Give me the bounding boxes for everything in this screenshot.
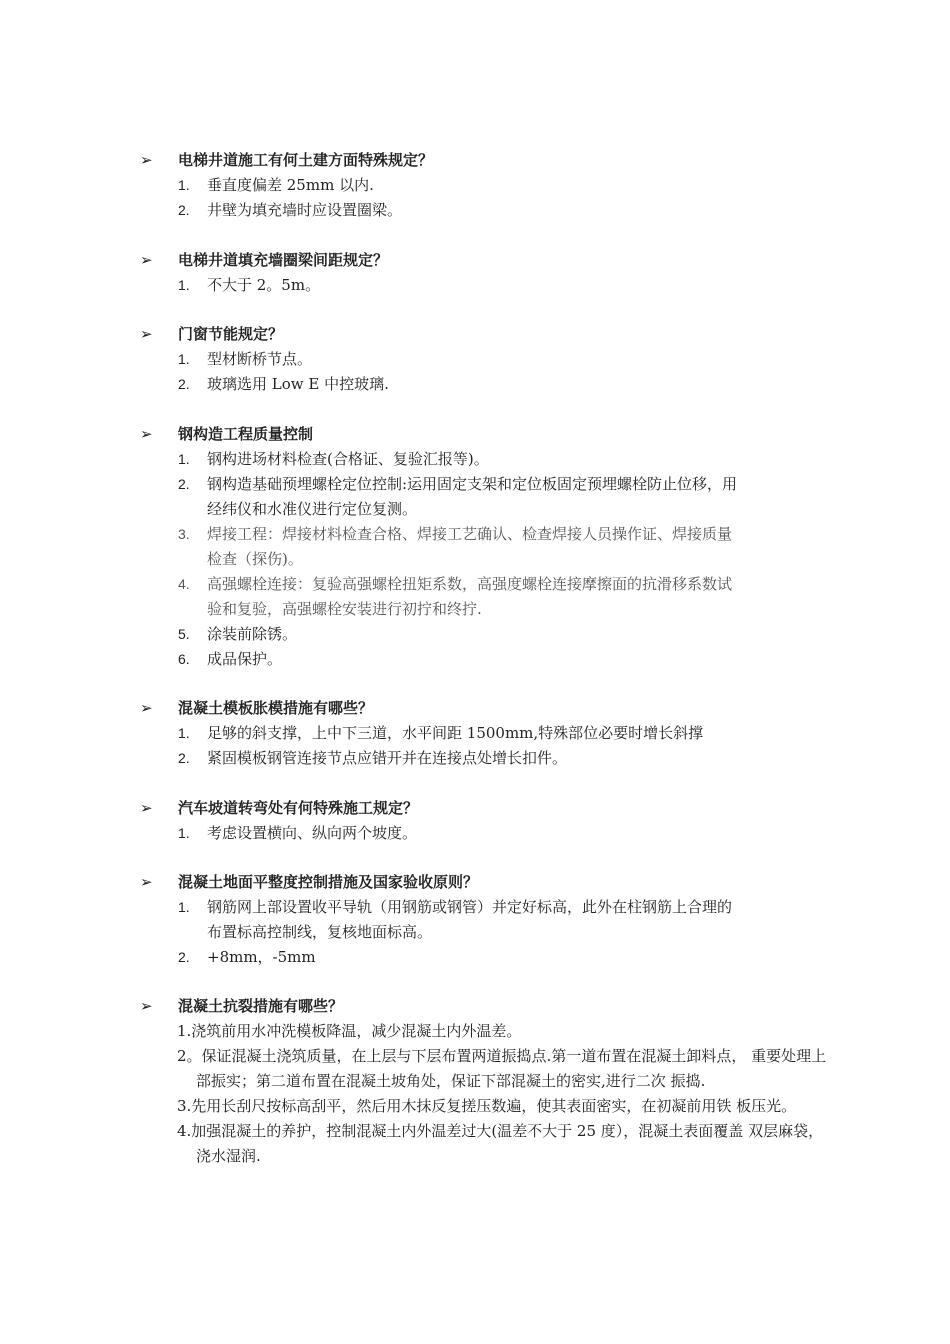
section-window-energy bbox=[140, 322, 830, 397]
paragraph-text-continued: 双层麻袋，浇水湿润. bbox=[196, 1122, 824, 1165]
section-steel-structure bbox=[140, 422, 830, 672]
section-formwork-bulging bbox=[140, 696, 830, 771]
item-number: 2. bbox=[178, 949, 190, 965]
question-text: 电梯井道施工有何土建方面特殊规定？ bbox=[178, 151, 434, 169]
question-heading bbox=[140, 322, 830, 347]
list-item bbox=[140, 945, 830, 970]
arrowhead-bullet-icon: ➢ bbox=[140, 251, 153, 269]
item-text-continued: 检查（探伤)。 bbox=[207, 550, 303, 568]
item-text: 足够的斜支撑，上中下三道，水平间距 1500mm,特殊部位必要时增长斜撑 bbox=[207, 724, 704, 742]
item-text: 玻璃选用 Low E 中控玻璃. bbox=[207, 375, 389, 393]
item-text: 钢筋网上部设置收平导轨（用钢筋或钢管）并定好标高，此外在柱钢筋上合理的 bbox=[207, 898, 733, 916]
list-item bbox=[140, 572, 830, 622]
paragraph-item bbox=[141, 1019, 830, 1044]
question-text: 门窗节能规定？ bbox=[178, 325, 284, 343]
arrowhead-bullet-icon: ➢ bbox=[140, 425, 153, 443]
section-ramp-turn bbox=[140, 796, 830, 846]
item-text: 钢构进场材料检查(合格证、复验汇报等)。 bbox=[207, 450, 489, 468]
list-item bbox=[140, 472, 830, 522]
question-heading bbox=[140, 696, 830, 721]
item-text-continued: 验和复验，高强螺栓安装进行初拧和终拧. bbox=[207, 600, 482, 618]
paragraph-text-continued: 重要处理上部振实；第二道布置在混凝土坡角处，保证下部混凝土的密实,进行二次 bbox=[196, 1047, 827, 1090]
arrowhead-bullet-icon: ➢ bbox=[140, 873, 153, 891]
list-item bbox=[140, 198, 830, 223]
question-heading bbox=[140, 248, 830, 273]
arrowhead-bullet-icon: ➢ bbox=[140, 325, 153, 343]
list-item bbox=[140, 347, 830, 372]
item-text: 涂装前除锈。 bbox=[207, 625, 298, 643]
list-item bbox=[140, 447, 830, 472]
item-number: 5. bbox=[178, 626, 190, 642]
section-ring-beam bbox=[140, 248, 830, 298]
list-item bbox=[140, 372, 830, 397]
list-item bbox=[140, 895, 830, 945]
item-text-continued: 布置标高控制线，复核地面标高。 bbox=[207, 923, 433, 941]
item-number: 2. bbox=[178, 750, 190, 766]
item-number: 6. bbox=[178, 651, 190, 667]
item-number: 1. bbox=[178, 825, 190, 841]
arrowhead-bullet-icon: ➢ bbox=[140, 699, 153, 717]
question-heading bbox=[140, 994, 830, 1019]
item-number: 2. bbox=[178, 376, 190, 392]
arrowhead-bullet-icon: ➢ bbox=[140, 151, 153, 169]
section-elevator-shaft bbox=[140, 148, 830, 223]
list-item bbox=[140, 622, 830, 647]
question-heading bbox=[140, 148, 830, 173]
item-text: 不大于 2。5m。 bbox=[207, 276, 321, 294]
paragraph-text: 2。保证混凝土浇筑质量，在上层与下层布置两道振捣点.第一道布置在混凝土卸料点， bbox=[177, 1047, 747, 1065]
paragraph-item bbox=[141, 1044, 830, 1094]
paragraph-text: 4.加强混凝土的养护，控制混凝土内外温差过大(温差不大于 25 度），混凝土表面覆盖 bbox=[177, 1122, 744, 1140]
item-text: 紧固模板钢管连接节点应错开并在连接点处增长扣件。 bbox=[207, 749, 568, 767]
paragraph-text: 1.浇筑前用水冲洗模板降温，减少混凝土内外温差。 bbox=[177, 1022, 522, 1040]
paragraph-item bbox=[141, 1094, 830, 1119]
item-number: 1. bbox=[178, 277, 190, 293]
item-number: 1. bbox=[178, 177, 190, 193]
question-heading bbox=[140, 870, 830, 895]
list-item bbox=[140, 721, 830, 746]
paragraph-text-continued: 振捣. bbox=[670, 1072, 706, 1090]
item-text: +8mm，-5mm bbox=[207, 948, 316, 966]
question-text: 混凝土抗裂措施有哪些？ bbox=[178, 997, 344, 1015]
item-number: 1. bbox=[178, 451, 190, 467]
item-text: 型材断桥节点。 bbox=[207, 350, 313, 368]
question-text: 汽车坡道转弯处有何特殊施工规定？ bbox=[178, 799, 419, 817]
section-floor-flatness bbox=[140, 870, 830, 970]
item-number: 2. bbox=[178, 202, 190, 218]
item-text: 井壁为填充墙时应设置圈梁。 bbox=[207, 201, 403, 219]
section-crack-resistance bbox=[140, 994, 830, 1169]
item-number: 1. bbox=[178, 351, 190, 367]
item-number: 3. bbox=[178, 526, 190, 542]
list-item bbox=[140, 746, 830, 771]
item-text: 钢构造基础预埋螺栓定位控制:运用固定支架和定位板固定预埋螺栓防止位移，用 bbox=[207, 475, 738, 493]
arrowhead-bullet-icon: ➢ bbox=[140, 997, 153, 1015]
paragraph-text: 3.先用长刮尺按标高刮平，然后用木抹反复搓压数遍，使其表面密实，在初凝前用铁 bbox=[177, 1097, 732, 1115]
item-number: 1. bbox=[178, 725, 190, 741]
question-text: 混凝土地面平整度控制措施及国家验收原则？ bbox=[178, 873, 479, 891]
item-number: 2. bbox=[178, 476, 190, 492]
list-item bbox=[140, 173, 830, 198]
question-text: 电梯井道填充墙圈梁间距规定？ bbox=[178, 251, 389, 269]
item-text: 高强螺栓连接：复验高强螺栓扭矩系数，高强度螺栓连接摩擦面的抗滑移系数试 bbox=[207, 575, 733, 593]
item-text: 考虑设置横向、纵向两个坡度。 bbox=[207, 824, 418, 842]
question-heading bbox=[140, 422, 830, 447]
item-text: 垂直度偏差 25mm 以内. bbox=[207, 176, 374, 194]
item-number: 4. bbox=[178, 576, 190, 592]
list-item bbox=[140, 522, 830, 572]
paragraph-text-continued: 板压光。 bbox=[736, 1097, 797, 1115]
item-text: 焊接工程：焊接材料检查合格、焊接工艺确认、检查焊接人员操作证、焊接质量 bbox=[207, 525, 733, 543]
item-text-continued: 经纬仪和水准仪进行定位复测。 bbox=[207, 500, 418, 518]
question-text: 钢构造工程质量控制 bbox=[178, 425, 314, 443]
list-item bbox=[140, 821, 830, 846]
list-item bbox=[140, 647, 830, 672]
item-text: 成品保护。 bbox=[207, 650, 283, 668]
question-heading bbox=[140, 796, 830, 821]
question-text: 混凝土模板胀模措施有哪些？ bbox=[178, 699, 374, 717]
arrowhead-bullet-icon: ➢ bbox=[140, 799, 153, 817]
list-item bbox=[140, 273, 830, 298]
paragraph-item bbox=[141, 1119, 830, 1169]
item-number: 1. bbox=[178, 899, 190, 915]
